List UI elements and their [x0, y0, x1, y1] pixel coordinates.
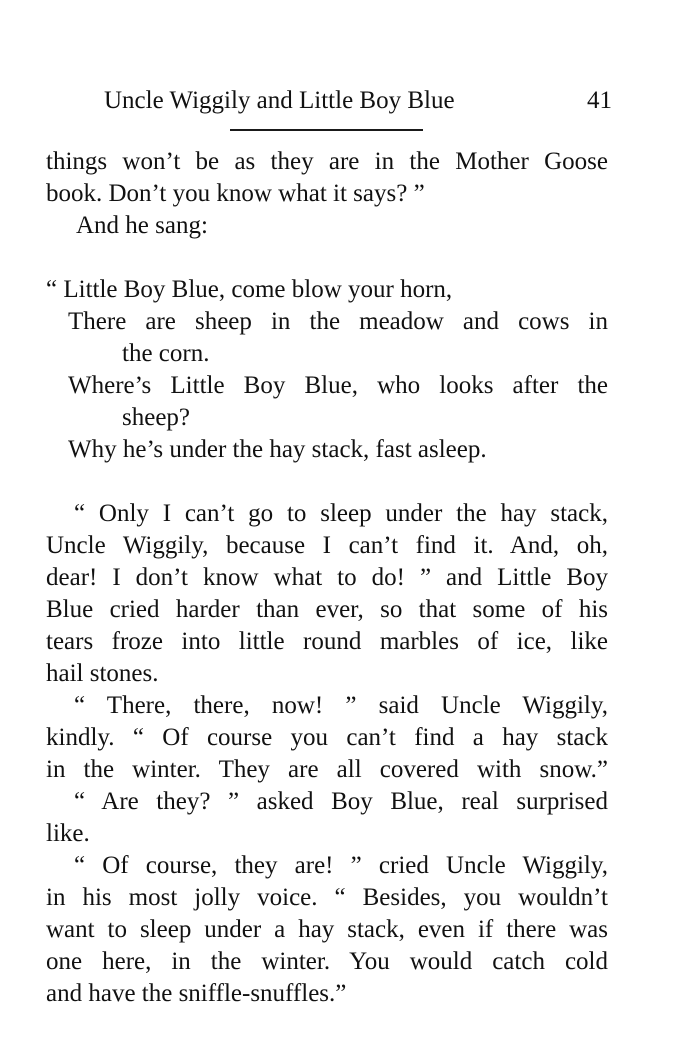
text-line: Blue cried harder than ever, so that some of his: [46, 596, 608, 623]
running-head: [104, 84, 612, 118]
text-line: like.: [46, 820, 90, 847]
text-line: “ Of course, they are! ” cried Uncle Wiggily,: [74, 852, 608, 879]
text-line: want to sleep under a hay stack, even if there was: [46, 916, 608, 943]
text-line: “ Only I can’t go to sleep under the hay stack,: [74, 500, 608, 527]
verse-line: Where’s Little Boy Blue, who looks after the: [68, 372, 608, 399]
text-line: Uncle Wiggily, because I can’t find it. And, oh,: [46, 532, 608, 559]
text-line: in the winter. They are all covered with snow.”: [46, 756, 608, 783]
verse-line: the corn.: [122, 340, 210, 367]
text-line: book. Don’t you know what it says? ”: [46, 180, 425, 207]
verse-line: “ Little Boy Blue, come blow your horn,: [46, 276, 453, 303]
text-line: in his most jolly voice. “ Besides, you wouldn’t: [46, 884, 608, 911]
page-number: 41: [587, 87, 612, 114]
text-line: dear! I don’t know what to do! ” and Little Boy: [46, 564, 608, 591]
text-line: hail stones.: [46, 660, 159, 687]
text-line: things won’t be as they are in the Mother Goose: [46, 148, 608, 175]
verse-line: sheep?: [122, 404, 191, 431]
running-head-title: Uncle Wiggily and Little Boy Blue: [104, 87, 455, 114]
text-line: and have the sniffle-snuffles.”: [46, 980, 347, 1007]
text-line: kindly. “ Of course you can’t find a hay stack: [46, 724, 608, 751]
text-line: tears froze into little round marbles of ice, like: [46, 628, 608, 655]
text-line: one here, in the winter. You would catch cold: [46, 948, 608, 975]
text-line: And he sang:: [76, 212, 208, 239]
verse-line: There are sheep in the meadow and cows in: [68, 308, 608, 335]
verse-line: Why he’s under the hay stack, fast asleep.: [68, 436, 487, 463]
header-rule: [230, 129, 423, 131]
text-line: “ There, there, now! ” said Uncle Wiggily,: [74, 692, 608, 719]
text-line: “ Are they? ” asked Boy Blue, real surprised: [74, 788, 608, 815]
